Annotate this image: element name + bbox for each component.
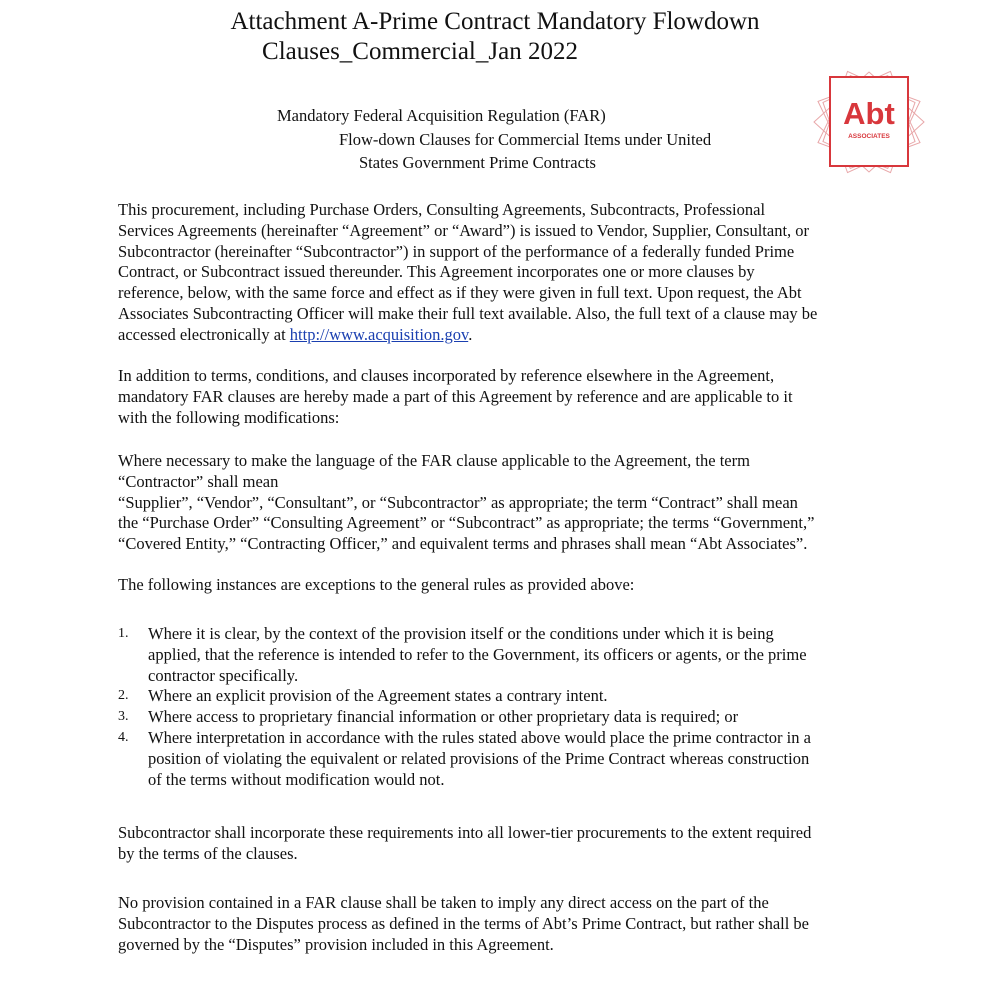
paragraph-exceptions-intro: The following instances are exceptions to the general rules as provided above: (118, 575, 635, 594)
text-line: Subcontractor shall incorporate these requirements into all lower-tier procurements to the extent required (118, 823, 812, 842)
text-line: Where access to proprietary financial information or other proprietary data is required; or (148, 707, 739, 727)
paragraph-procurement-scope (118, 200, 888, 346)
list-item-number: 2. (118, 688, 129, 704)
text-line: Where an explicit provision of the Agreement states a contrary intent. (148, 686, 608, 706)
list-item (118, 624, 888, 686)
text-line: Services Agreements (hereinafter “Agreement” or “Award”) is issued to Vendor, Supplier, Consultant, or (118, 220, 810, 240)
text-line: position of violating the equivalent or related provisions of the Prime Contract whereas construction (148, 748, 810, 768)
list-item-number: 3. (118, 709, 129, 725)
document-title-line-2: Clauses_Commercial_Jan 2022 (262, 38, 578, 65)
svg-text:Abt: Abt (843, 96, 895, 131)
acquisition-gov-link[interactable]: http://www.acquisition.gov (289, 324, 469, 344)
text-line: This procurement, including Purchase Orders, Consulting Agreements, Subcontracts, Professional (118, 200, 766, 219)
text-line: mandatory FAR clauses are hereby made a part of this Agreement by reference and are applicable to it (118, 386, 793, 406)
subtitle-line-2: Flow-down Clauses for Commercial Items under United (339, 130, 712, 149)
text-line: Subcontractor (hereinafter “Subcontractor”) in support of the performance of a federally funded Prime (118, 241, 795, 261)
text-line: No provision contained in a FAR clause shall be taken to imply any direct access on the part of the (118, 893, 769, 912)
exceptions-list (118, 624, 888, 790)
text-line: In addition to terms, conditions, and clauses incorporated by reference elsewhere in the Agreement, (118, 366, 775, 385)
text-fragment: . (468, 324, 473, 344)
text-line: Where it is clear, by the context of the provision itself or the conditions under which it is being (148, 624, 774, 643)
text-line: applied, that the reference is intended to refer to the Government, its officers or agents, or the prime (148, 644, 807, 664)
text-line: governed by the “Disputes” provision included in this Agreement. (118, 934, 554, 954)
paragraph-disputes (118, 893, 888, 955)
text-line: Subcontractor to the Disputes process as defined in the terms of Abt’s Prime Contract, but rather shall be (118, 913, 810, 933)
text-line: Where necessary to make the language of the FAR clause applicable to the Agreement, the term (118, 451, 750, 470)
list-item (118, 686, 888, 707)
list-item-number: 4. (118, 729, 129, 745)
subtitle-line-3: States Government Prime Contracts (359, 153, 596, 172)
list-item (118, 728, 888, 790)
document-title-line-1: Attachment A-Prime Contract Mandatory Flowdown (230, 8, 760, 35)
text-line: with the following modifications: (118, 407, 340, 427)
text-line: “Covered Entity,” “Contracting Officer,” and equivalent terms and phrases shall mean “Abt Associates”. (118, 534, 808, 554)
paragraph-far-incorporation (118, 366, 888, 428)
text-line: Where interpretation in accordance with the rules stated above would place the prime contractor in a (148, 727, 811, 747)
text-fragment: accessed electronically at (118, 324, 290, 344)
text-line: by the terms of the clauses. (118, 843, 298, 863)
svg-text:ASSOCIATES: ASSOCIATES (848, 133, 890, 140)
text-line: the “Purchase Order” “Consulting Agreement” or “Subcontract” as appropriate; the terms “Government,” (118, 513, 815, 533)
text-line: reference, below, with the same force and effect as if they were given in full text. Upon request, the Abt (118, 283, 802, 303)
text-line: “Contractor” shall mean (118, 471, 279, 491)
abt-associates-logo (810, 70, 928, 174)
text-line: contractor specifically. (148, 665, 299, 685)
text-line: of the terms without modification would not. (148, 769, 445, 789)
text-line: Contract, or Subcontract issued thereunder. This Agreement incorporates one or more clauses by (118, 262, 755, 282)
text-line (118, 325, 888, 346)
list-item-number: 1. (118, 626, 129, 641)
list-item (118, 707, 888, 728)
paragraph-lower-tier-flowdown (118, 823, 888, 865)
subtitle-line-1: Mandatory Federal Acquisition Regulation (FAR) (277, 106, 606, 125)
text-line: “Supplier”, “Vendor”, “Consultant”, or “Subcontractor” as appropriate; the term “Contract” shall mean (118, 492, 798, 512)
paragraph-term-definitions (118, 451, 888, 555)
text-line: Associates Subcontracting Officer will make their full text available. Also, the full text of a clause may be (118, 303, 818, 323)
